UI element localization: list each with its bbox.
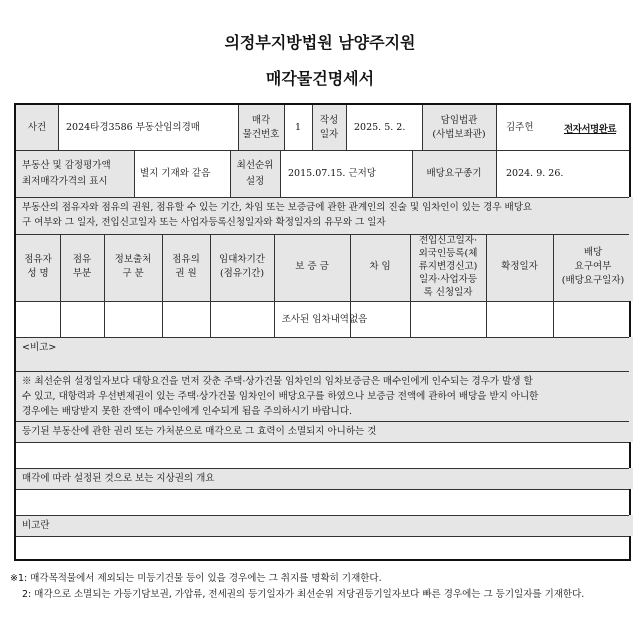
document-title: 매각물건명세서 [265,69,375,88]
item-number-label-1: 매각 [251,115,271,126]
col-occupant-1: 점유자 [24,254,52,265]
written-date-value: 2025. 5. 2. [354,122,406,133]
appraisal-label-2: 최저매각가격의 표시 [22,176,108,187]
judge-label-2: (사법보좌관) [432,129,486,140]
case-number: 2024타경3586 부동산임의경매 [66,122,200,133]
warning-line-3: 경우에는 배당받지 못한 잔액이 매수인에게 인수되게 됨을 주의하시기 바랍니다. [22,406,353,417]
item-number-value: 1 [294,122,302,133]
col-title-2: 권 원 [175,268,197,279]
col-fixed-date: 확정일자 [501,261,538,272]
col-move-in-3: 류지변경신고) [418,261,478,272]
col-rent: 차 임 [369,261,391,272]
col-title-1: 점유의 [172,254,200,265]
col-deposit: 보 증 금 [295,261,329,272]
appraisal-value: 별지 기재와 같음 [140,168,211,179]
col-move-in-5: 록 신청일자 [423,287,473,298]
warning-line-2: 수 있고, 대항력과 우선변제권이 있는 주택·상가건물 임차인이 배당요구를 하였으나 보증금 전액에 관하여 배당을 받지 아니한 [22,391,539,402]
occupancy-note-line-1: 부동산의 점유자와 점유의 권원, 점유할 수 있는 기간, 차임 또는 보증금에 관한 관계인의 진술 및 임차인이 있는 경우 배당요 [22,202,533,213]
electronic-signature-stamp: 전자서명완료 [564,124,617,135]
col-occupant-2: 성 명 [27,268,49,279]
col-move-in-2: 외국인등록(체 [418,248,478,259]
written-date-label-1: 작성 [319,115,339,126]
footnote-1: ※1: 매각목적물에서 제외되는 미등기건물 등이 있을 경우에는 그 취지를 명확히 기재한다. [10,573,382,584]
court-name: 의정부지방법원 남양주지원 [224,33,416,52]
first-right-label-2: 설정 [245,176,265,187]
registered-rights-header: 등기된 부동산에 관한 권리 또는 가처분으로 매각으로 그 효력이 소멸되지 아니하는 것 [22,426,377,437]
first-right-value: 2015.07.15. 근저당 [288,168,376,179]
judge-name: 김주헌 [506,122,534,133]
col-dividend-3: (배당요구일자) [561,275,625,286]
col-dividend-1: 배당 [583,247,603,258]
col-part-2: 부분 [72,268,92,279]
surface-rights-header: 매각에 따라 설정된 것으로 보는 지상권의 개요 [22,473,215,484]
remarks-column-header: 비고란 [22,520,50,531]
col-source-1: 정보출처 [114,254,152,265]
col-move-in-4: 일자·사업자등 [418,274,478,285]
no-lease-found: 조사된 임차내역없음 [281,314,368,325]
col-move-in-1: 전입신고일자· [418,235,478,246]
col-source-2: 구 분 [122,268,144,279]
judge-label-1: 담임법관 [440,115,478,126]
col-period-2: (점유기간) [219,268,265,279]
col-period-1: 임대차기간 [219,254,265,265]
col-dividend-2: 요구여부 [574,261,612,272]
written-date-label-2: 일자 [319,129,339,140]
dividend-deadline-label: 배당요구종기 [426,168,482,179]
occupancy-note-line-2: 구 여부와 그 일자, 전입신고일자 또는 사업자등록신청일자와 확정일자의 유무와 그 일자 [22,217,386,228]
col-part-1: 점유 [72,254,92,265]
sale-item-specification-table [14,103,631,561]
remarks-label: <비고> [22,342,57,353]
item-number-label-2: 물건번호 [242,129,280,140]
case-label: 사건 [27,122,47,133]
first-right-label-1: 최선순위 [236,160,274,171]
dividend-deadline-value: 2024. 9. 26. [506,168,564,179]
appraisal-label-1: 부동산 및 감정평가액 [22,160,111,171]
warning-line-1: ※ 최선순위 설정일자보다 대항요건을 먼저 갖춘 주택·상가건물 임차인의 임차보증금은 매수인에게 인수되는 경우가 발생 할 [22,376,533,387]
footnote-2: 2: 매각으로 소멸되는 가등기담보권, 가압류, 전세권의 등기일자가 최선순위 저당권등기일자보다 빠른 경우에는 그 등기일자를 기재한다. [22,589,585,600]
